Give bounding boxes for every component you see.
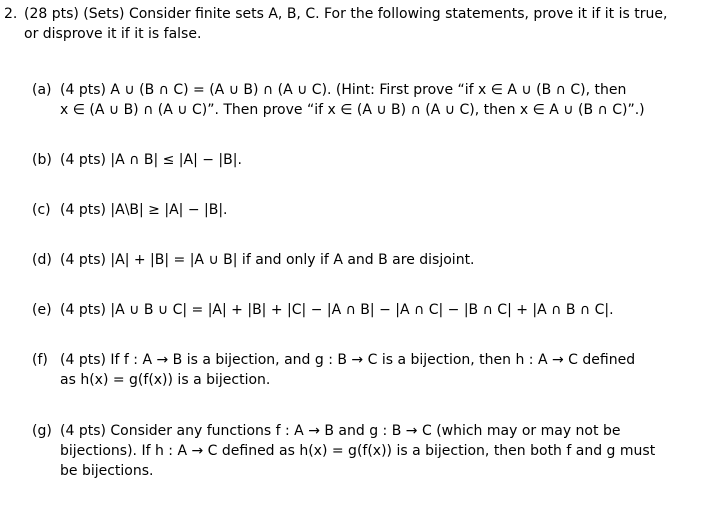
part-a-line-1: (4 pts) A ∪ (B ∩ C) = (A ∪ B) ∩ (A ∪ C). (Hint: First prove “if x ∈ A ∪ (B ∩ C), then: [60, 82, 627, 98]
problem-intro-line-1: (28 pts) (Sets) Consider finite sets A, B, C. For the following statements, prove it if it is true,: [24, 6, 668, 22]
part-d-label: (d): [32, 252, 52, 268]
part-g-line-2: bijections). If h : A → C defined as h(x) = g(f(x)) is a bijection, then both f and g must: [60, 443, 656, 459]
part-c-line-1: (4 pts) |A\B| ≥ |A| − |B|.: [60, 202, 228, 218]
part-f-line-1: (4 pts) If f : A → B is a bijection, and g : B → C is a bijection, then h : A → C defined: [60, 352, 636, 368]
problem-number: 2.: [4, 6, 18, 22]
part-e-line-1: (4 pts) |A ∪ B ∪ C| = |A| + |B| + |C| − |A ∩ B| − |A ∩ C| − |B ∩ C| + |A ∩ B ∩ C|.: [60, 302, 614, 318]
part-c-label: (c): [32, 202, 51, 218]
part-g-line-1: (4 pts) Consider any functions f : A → B and g : B → C (which may or may not be: [60, 423, 621, 439]
part-a-line-2: x ∈ (A ∪ B) ∩ (A ∪ C)”. Then prove “if x ∈ (A ∪ B) ∩ (A ∪ C), then x ∈ A ∪ (B ∩ C)”.): [60, 102, 645, 118]
part-g-label: (g): [32, 423, 52, 439]
problem-intro-line-2: or disprove it if it is false.: [24, 26, 202, 42]
part-a-label: (a): [32, 82, 52, 98]
part-d-line-1: (4 pts) |A| + |B| = |A ∪ B| if and only if A and B are disjoint.: [60, 252, 475, 268]
part-e-label: (e): [32, 302, 52, 318]
part-f-label: (f): [32, 352, 48, 368]
part-b-label: (b): [32, 152, 52, 168]
part-b-line-1: (4 pts) |A ∩ B| ≤ |A| − |B|.: [60, 152, 242, 168]
part-f-line-2: as h(x) = g(f(x)) is a bijection.: [60, 372, 271, 388]
part-g-line-3: be bijections.: [60, 463, 154, 479]
